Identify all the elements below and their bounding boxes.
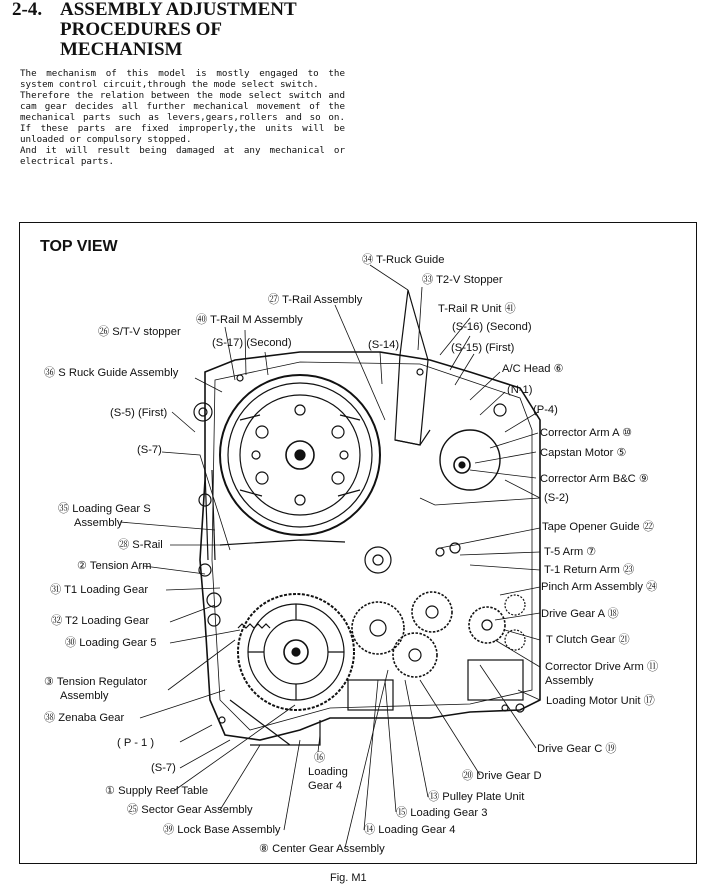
label-s2: (S-2) bbox=[544, 492, 569, 504]
label-t5-arm: T-5 Arm ⑦ bbox=[544, 546, 597, 558]
section-title: ASSEMBLY ADJUSTMENT PROCEDURES OF MECHANISM bbox=[60, 0, 297, 60]
label-tape-opener-guide: Tape Opener Guide ㉒ bbox=[542, 521, 654, 533]
label-corrector-arm-a: Corrector Arm A ⑩ bbox=[540, 427, 633, 439]
label-s15: (S-15) (First) bbox=[451, 342, 515, 354]
label-t-rail-r-unit: T-Rail R Unit ㊶ bbox=[438, 303, 516, 315]
label-t1-loading-gear: ㉛ T1 Loading Gear bbox=[50, 584, 149, 596]
label-ac-head: A/C Head ⑥ bbox=[502, 363, 564, 375]
intro-paragraph: The mechanism of this model is mostly engaged to the system control circuit,through the mode select switch. bbox=[20, 68, 345, 90]
label-p1: ( P - 1 ) bbox=[117, 737, 155, 749]
label-s7-top: (S-7) bbox=[137, 444, 162, 456]
label-t-rail-m-assembly: ㊵ T-Rail M Assembly bbox=[196, 314, 303, 326]
label-lock-base-assembly: ㊴ Lock Base Assembly bbox=[163, 824, 281, 836]
label-corrector-drive-arm: Corrector Drive Arm ⑪ bbox=[545, 661, 659, 673]
label-t-clutch-gear: T Clutch Gear ㉑ bbox=[546, 634, 630, 646]
intro-paragraph: And it will result being damaged at any mechanical or electrical parts. bbox=[20, 145, 345, 167]
label-zenaba-gear: ㊳ Zenaba Gear bbox=[44, 712, 125, 724]
label-s7-bottom: (S-7) bbox=[151, 762, 176, 774]
label-pulley-plate-unit: ⑬ Pulley Plate Unit bbox=[428, 791, 525, 803]
label-loading-gear-4-bottom: ⑭ Loading Gear 4 bbox=[364, 824, 456, 836]
label-center-gear-assembly: ⑧ Center Gear Assembly bbox=[259, 843, 385, 855]
label-loading-gear-4-top: Loading bbox=[308, 766, 348, 778]
label-loading-motor-unit: Loading Motor Unit ⑰ bbox=[546, 695, 655, 707]
label-n1: (N-1) bbox=[507, 384, 533, 396]
label-drive-gear-a: Drive Gear A ⑱ bbox=[541, 608, 619, 620]
label-pinch-arm: Pinch Arm Assembly ㉔ bbox=[541, 581, 658, 593]
label-drive-gear-d: ⑳ Drive Gear D bbox=[462, 770, 542, 782]
label-t2v-stopper: ㉝ T2-V Stopper bbox=[422, 274, 503, 286]
label-loading-gear-s-2: Assembly bbox=[74, 517, 123, 529]
label-s-rail: ㉘ S-Rail bbox=[118, 539, 163, 551]
label-tension-regulator: ③ Tension Regulator bbox=[44, 676, 148, 688]
label-loading-gear-3: ⑮ Loading Gear 3 bbox=[396, 807, 488, 819]
label-t1-return-arm: T-1 Return Arm ㉓ bbox=[544, 564, 635, 576]
label-st-v-stopper: ㉖ S/T-V stopper bbox=[98, 326, 181, 338]
view-title: TOP VIEW bbox=[40, 238, 118, 255]
label-loading-gear-4-top-num: ⑯ bbox=[314, 752, 326, 764]
label-loading-gear-4-top-2: Gear 4 bbox=[308, 780, 343, 792]
label-capstan-motor: Capstan Motor ⑤ bbox=[540, 447, 627, 459]
label-tension-regulator-2: Assembly bbox=[60, 690, 109, 702]
label-s14: (S-14) bbox=[368, 339, 400, 351]
label-drive-gear-c: Drive Gear C ⑲ bbox=[537, 743, 617, 755]
figure-caption: Fig. M1 bbox=[330, 872, 367, 884]
label-s-ruck-guide: ㊱ S Ruck Guide Assembly bbox=[44, 367, 179, 379]
label-loading-gear-5: ㉚ Loading Gear 5 bbox=[65, 637, 157, 649]
label-corrector-arm-bc: Corrector Arm B&C ⑨ bbox=[540, 473, 649, 485]
label-loading-gear-s: ㉟ Loading Gear S bbox=[58, 503, 151, 515]
label-sector-gear-assembly: ㉕ Sector Gear Assembly bbox=[127, 804, 253, 816]
label-t-ruck-guide: ㉞ T-Ruck Guide bbox=[362, 254, 445, 266]
label-supply-reel-table: ① Supply Reel Table bbox=[105, 785, 209, 797]
section-number: 2-4. bbox=[12, 0, 43, 20]
label-s17: (S-17) (Second) bbox=[212, 337, 292, 349]
label-p4: (P-4) bbox=[533, 404, 558, 416]
intro-paragraph: Therefore the relation between the mode select switch and cam gear decides all further mechanical movement of the mechanical parts such as levers,gears,rollers and so on. If these parts are fixed improperly,the units will be unloaded or compulsory stopped. bbox=[20, 90, 345, 145]
label-s5: (S-5) (First) bbox=[110, 407, 168, 419]
label-tension-arm: ② Tension Arm bbox=[77, 560, 152, 572]
label-corrector-drive-arm-2: Assembly bbox=[545, 675, 594, 687]
label-t2-loading-gear: ㉜ T2 Loading Gear bbox=[51, 615, 150, 627]
label-s16: (S-16) (Second) bbox=[452, 321, 532, 333]
label-t-rail-assembly: ㉗ T-Rail Assembly bbox=[268, 294, 363, 306]
